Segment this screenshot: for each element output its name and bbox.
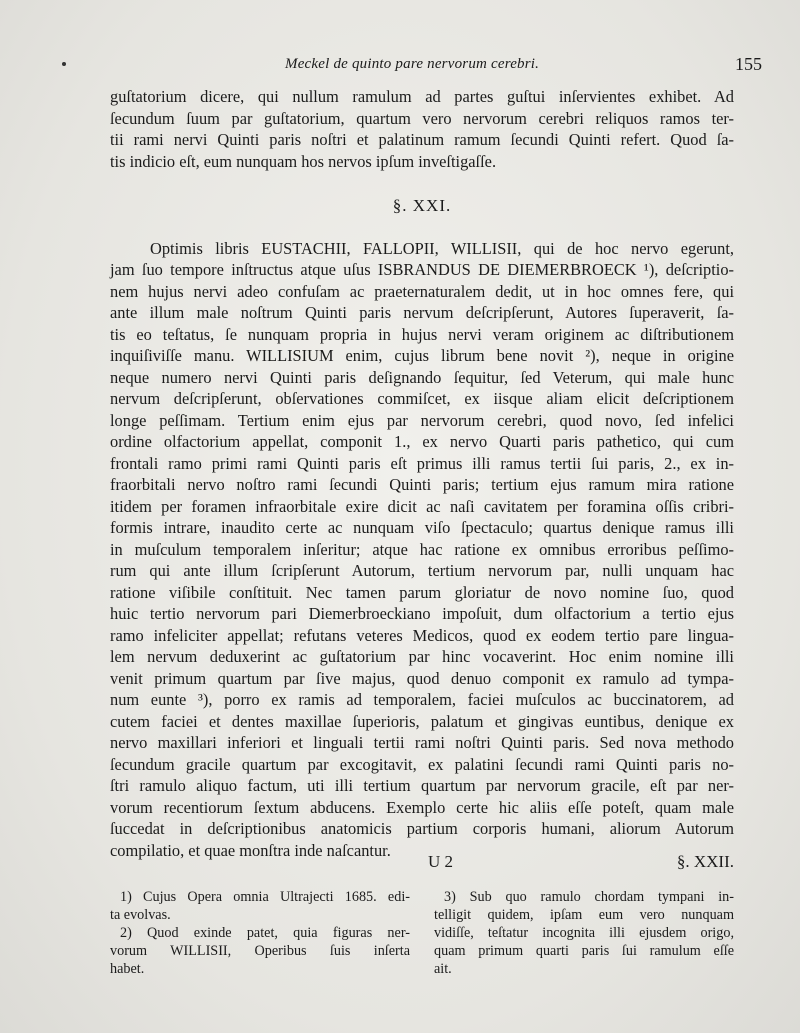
text-line: rum qui ante illum ſcripſerunt Autorum, tertium nervorum par, nulli unquam hac: [110, 561, 734, 580]
footnote-line: habet.: [110, 961, 145, 977]
text-line: itidem per foramen infraorbitale exire dicit ac naſi cavitatem per foramina oſſis cribri-: [110, 496, 734, 516]
text-line: vorum recentiorum ſextum abducens. Exemplo certe hic aliis eſſe poteſt, quam male: [110, 797, 734, 817]
text-line: ante illum male noſtrum Quinti paris nervum deſcripſerunt, Autores ſuperaverit, ſa-: [110, 303, 734, 322]
footnote-line: ait.: [434, 961, 452, 977]
text-line: ſecundum ſuum par guſtatorium, quartum vero nervorum cerebri reliquos ramos ter-: [110, 108, 734, 128]
text-line: nervum deſcripſerunt, obſervationes commiſcet, ex iisque aliam elicit deſcriptionem: [110, 389, 734, 408]
text-line: ſuccedat in deſcriptionibus anatomicis partium corporis humani, aliorum Autorum: [110, 819, 734, 838]
catchword: §. XXII.: [676, 852, 734, 871]
text-line: nem hujus nervi adeo confuſam ac praeternaturalem dedit, ut in hoc omnes fere, qui: [110, 281, 734, 301]
footnote-line: telligit quidem, ipſam eum vero nunquam: [434, 907, 734, 923]
text-line: huic tertio nervorum pari Diemerbroeckiano impoſuit, dum olfactorium a tertio ejus: [110, 604, 734, 623]
footnotes-right-column: [434, 888, 734, 978]
text-line: num eunte ³), porro ex ramis ad temporalem, faciei muſculos ac buccinatorem, ad: [110, 690, 734, 709]
text-line: Optimis libris EUSTACHII, FALLOPII, WILLISII, qui de hoc nervo egerunt,: [150, 238, 734, 258]
running-head: [110, 52, 762, 78]
text-line: lem nervum deduxerint ac guſtatorium par hinc vocaverint. Hoc enim nomine illi: [110, 647, 734, 666]
footnotes-left-column: [110, 888, 410, 978]
text-line: compilatio, et quae monſtra inde naſcantur.: [110, 840, 391, 860]
text-line: guſtatorium dicere, qui nullum ramulum ad partes guſtui inſervientes exhibet. Ad: [110, 87, 734, 106]
text-line: frontali ramo primi rami Quinti paris eſt primus illi ramus tertii ſui paris, 2., ex in-: [110, 453, 734, 473]
text-line: tii rami nervi Quinti paris noſtri et palatinum ramum ſecundi Quinti refert. Quod ſa-: [110, 130, 734, 149]
text-line: tis indicio eſt, eum nunquam hos nervos ipſum inveſtigaſſe.: [110, 151, 497, 171]
text-line: jam ſuo tempore inſtructus atque uſus ISBRANDUS DE DIEMERBROECK ¹), deſcriptio-: [110, 260, 734, 279]
text-line: neque numero nervi Quinti paris deſignando ſequitur, ſed Veterum, qui male hunc: [110, 367, 734, 387]
footnote-line: 1) Cujus Opera omnia Ultrajecti 1685. edi-: [120, 889, 410, 905]
text-line: longe peſſimam. Tertium enim ejus par nervorum cerebri, quod novo, ſed infelici: [110, 410, 734, 430]
text-line: tis eo teſtatus, ſe nunquam propria in hujus nervi veram originem ac diſtributionem: [110, 324, 734, 344]
text-line: cutem faciei et dentes maxillae ſuperioris, palatum et gingivas euntibus, denique ex: [110, 711, 734, 731]
text-line: formis intrare, inaudito certe ac nunquam viſo ſpectaculo; quartus denique ramus illi: [110, 518, 734, 537]
text-line: ſtri ramulo aliquo factum, uti illi tertium quartum par nervorum gracile, eſt par ner-: [110, 776, 734, 795]
text-line: ordine olfactorium appellat, componit 1., ex nervo Quarti paris pathetico, qui cum: [110, 432, 734, 451]
footnote-line: vidiſſe, teſtatur incognita illi ejusdem origo,: [434, 925, 734, 941]
footnote-line: 2) Quod exinde patet, quia figuras ner-: [120, 925, 410, 941]
running-title: Meckel de quinto pare nervorum cerebri.: [285, 56, 540, 72]
text-line: ramo infeliciter appellat; refutans veteres Medicos, quod ex eodem tertio pare lingua-: [110, 625, 734, 645]
text-line: venit primum quartum par ſive majus, quod denuo componit ex ramulo ad tympa-: [110, 668, 734, 688]
footnote-line: vorum WILLISII, Operibus ſuis inſerta: [110, 943, 410, 959]
text-line: ſecundum gracile quartum par excogitavit, ex palatini ſecundi rami Quinti paris no-: [110, 754, 734, 774]
text-line: ratione viſibile conſtituit. Nec tamen parum gloriatur de novo nomine ſuo, quod: [110, 582, 734, 602]
footnote-line: ta evolvas.: [110, 907, 171, 923]
intro-paragraph: [110, 86, 734, 172]
signature-mark: U 2: [428, 852, 454, 871]
text-line: nervo maxillari inferiori et linguali tertii rami noſtri Quinti paris. Sed nova methodo: [110, 733, 734, 752]
text-line: inquiſiviſſe manu. WILLISIUM enim, cujus librum bene novit ²), neque in origine: [110, 346, 734, 365]
footnotes: [110, 888, 734, 978]
page-number: 155: [735, 54, 762, 74]
text-line: in muſculum temporalem inſeritur; atque hac ratione ex omnibus erroribus peſſimo-: [110, 539, 734, 559]
footnote-line: 3) Sub quo ramulo chordam tympani in-: [444, 889, 734, 905]
section-paragraph: [110, 238, 734, 862]
footnote-line: quam primum quarti paris ſui ramulum eſſe: [434, 943, 734, 959]
ink-speck: [62, 62, 66, 66]
page-footer-marks: [110, 852, 734, 876]
main-text: [110, 86, 734, 861]
section-heading: §. XXI.: [392, 196, 452, 215]
text-line: fraorbitali nervo noſtro rami ſecundi Quinti paris; tertium ejus ramum mira ratione: [110, 475, 734, 494]
